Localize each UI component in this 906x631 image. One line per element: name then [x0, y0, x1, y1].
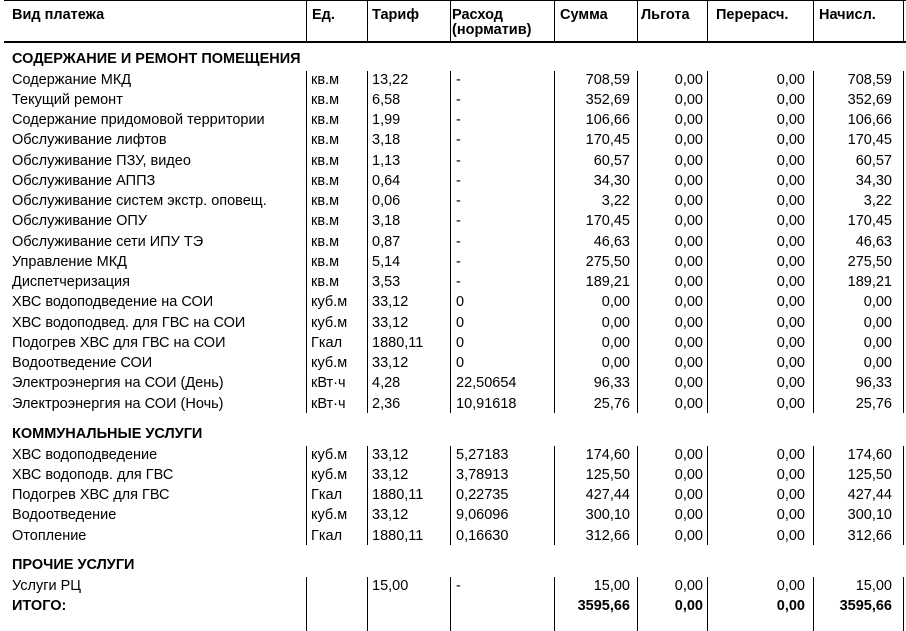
cell-recalc: 0,00: [776, 446, 805, 463]
table-row: [4, 272, 906, 292]
cell-recalc: 0,00: [776, 507, 805, 524]
cell-charged: 352,69: [847, 91, 892, 108]
cell-unit: кв.м: [311, 91, 340, 108]
cell-service-name: Обслуживание ОПУ: [12, 213, 148, 230]
cell-recalc: 0,00: [776, 213, 805, 230]
table-row: [4, 576, 906, 596]
column-divider: [813, 577, 814, 631]
cell-sum: 0,00: [601, 334, 630, 351]
cell-sum: 275,50: [585, 253, 630, 270]
table-row: [4, 90, 906, 110]
cell-service-name: Подогрев ХВС для ГВС: [12, 487, 170, 503]
cell-unit: кв.м: [311, 253, 340, 270]
cell-recalc: 0,00: [776, 233, 805, 250]
cell-service-name: Обслуживание ПЗУ, видео: [12, 152, 191, 169]
cell-benefit: 0,00: [674, 507, 703, 524]
cell-service-name: Текущий ремонт: [12, 91, 123, 108]
cell-unit: куб.м: [311, 294, 348, 311]
header-column-divider: [367, 0, 368, 42]
table-row: [4, 465, 906, 485]
section-title: ПРОЧИЕ УСЛУГИ: [12, 557, 135, 573]
cell-tariff: 13,22: [372, 71, 409, 88]
cell-unit: кВт·ч: [311, 375, 346, 392]
cell-consumption: -: [456, 132, 461, 149]
cell-sum: 708,59: [585, 71, 630, 88]
cell-unit: кв.м: [311, 172, 340, 189]
cell-consumption: 0: [456, 355, 465, 371]
cell-service-name: Содержание придомовой территории: [12, 112, 265, 128]
cell-unit: куб.м: [311, 507, 348, 524]
column-divider: [707, 577, 708, 631]
cell-consumption: -: [456, 274, 461, 290]
cell-tariff: 3,53: [372, 274, 401, 290]
cell-recalc: 0,00: [776, 91, 805, 108]
cell-tariff: 1,99: [372, 112, 401, 128]
col-header-consumption: [452, 8, 531, 38]
cell-charged: 0,00: [863, 314, 892, 331]
cell-benefit: 0,00: [674, 91, 703, 108]
cell-charged: 170,45: [847, 132, 892, 149]
cell-consumption: 0,22735: [456, 487, 509, 503]
cell-recalc: 0,00: [776, 395, 805, 412]
cell-service-name: ХВС водоподв. для ГВС: [12, 466, 174, 483]
cell-benefit: 0,00: [674, 294, 703, 311]
cell-charged: 170,45: [847, 213, 892, 230]
column-divider: [903, 71, 904, 413]
table-row: [4, 252, 906, 272]
cell-sum: 0,00: [601, 314, 630, 331]
column-divider: [903, 577, 904, 631]
cell-charged: 312,66: [847, 527, 892, 544]
cell-tariff: 5,14: [372, 253, 401, 270]
cell-sum: 312,66: [585, 527, 630, 544]
table-row: [4, 333, 906, 353]
column-divider: [554, 577, 555, 631]
table-row: [4, 70, 906, 90]
header-column-divider: [637, 0, 638, 42]
cell-unit: кв.м: [311, 71, 340, 88]
cell-unit: кв.м: [311, 213, 340, 230]
cell-tariff: 33,12: [372, 314, 409, 331]
table-row: [4, 171, 906, 191]
cell-consumption: -: [456, 577, 461, 594]
cell-unit: Гкал: [311, 334, 343, 351]
cell-consumption: -: [456, 253, 461, 270]
cell-recalc: 0,00: [776, 71, 805, 88]
cell-benefit: 0,00: [674, 446, 703, 463]
cell-charged: 275,50: [847, 253, 892, 270]
cell-service-name: Водоотведение СОИ: [12, 355, 153, 371]
col-header-consumption-line1: Расход: [452, 7, 503, 23]
cell-recalc: 0,00: [776, 577, 805, 594]
cell-benefit: 0,00: [674, 355, 703, 371]
cell-benefit: 0,00: [674, 577, 703, 594]
header-column-divider: [707, 0, 708, 42]
table-row: [4, 130, 906, 150]
table-row: [4, 211, 906, 231]
cell-service-name: Отопление: [12, 527, 87, 544]
cell-tariff: 0,64: [372, 172, 401, 189]
cell-recalc: 0,00: [776, 314, 805, 331]
cell-charged: 125,50: [847, 466, 892, 483]
cell-charged: 3,22: [863, 193, 892, 209]
cell-charged: 0,00: [863, 334, 892, 351]
table-row: [4, 292, 906, 312]
header-column-divider: [554, 0, 555, 42]
cell-tariff: 1880,11: [372, 527, 424, 544]
cell-benefit: 0,00: [674, 334, 703, 351]
cell-tariff: 4,28: [372, 375, 401, 392]
cell-service-name: Обслуживание сети ИПУ ТЭ: [12, 233, 204, 250]
cell-recalc: 0,00: [776, 487, 805, 503]
cell-recalc: 0,00: [776, 527, 805, 544]
cell-service-name: ХВС водоподведение на СОИ: [12, 294, 214, 311]
cell-charged: 106,66: [847, 112, 892, 128]
cell-benefit: 0,00: [674, 233, 703, 250]
cell-unit: Гкал: [311, 527, 343, 544]
cell-consumption: 22,50654: [456, 375, 517, 392]
cell-unit: куб.м: [311, 355, 348, 371]
table-row: [4, 373, 906, 393]
header-column-divider: [450, 0, 451, 42]
cell-benefit: 0,00: [674, 172, 703, 189]
cell-tariff: 3,18: [372, 132, 401, 149]
table-row: [4, 110, 906, 130]
cell-charged: 25,76: [855, 395, 892, 412]
cell-charged: 0,00: [863, 355, 892, 371]
cell-recalc: 0,00: [776, 112, 805, 128]
cell-charged: 300,10: [847, 507, 892, 524]
table-row: [4, 313, 906, 333]
table-row: [4, 394, 906, 414]
cell-tariff: 2,36: [372, 395, 401, 412]
cell-service-name: Обслуживание АППЗ: [12, 172, 156, 189]
cell-tariff: 33,12: [372, 507, 409, 524]
table-row: [4, 191, 906, 211]
cell-benefit: 0,00: [674, 395, 703, 412]
cell-consumption: -: [456, 112, 461, 128]
section-title-row: [4, 555, 906, 575]
payment-table: [4, 0, 906, 631]
cell-consumption: -: [456, 193, 461, 209]
table-row: [4, 353, 906, 373]
cell-unit: куб.м: [311, 466, 348, 483]
section-title-row: [4, 424, 906, 444]
cell-recalc: 0,00: [776, 274, 805, 290]
cell-tariff: 1880,11: [372, 487, 424, 503]
cell-consumption: 3,78913: [456, 466, 509, 483]
cell-benefit: 0,00: [674, 132, 703, 149]
cell-tariff: 33,12: [372, 355, 409, 371]
cell-charged: 174,60: [847, 446, 892, 463]
column-divider: [637, 71, 638, 413]
column-divider: [707, 71, 708, 413]
cell-sum: 15,00: [593, 577, 630, 594]
cell-sum: 174,60: [585, 446, 630, 463]
cell-sum: 300,10: [585, 507, 630, 524]
col-header-consumption-line2: (норматив): [452, 22, 532, 38]
cell-sum: 427,44: [585, 487, 630, 503]
cell-benefit: 0,00: [674, 152, 703, 169]
cell-charged: 0,00: [863, 294, 892, 311]
cell-benefit: 0,00: [674, 253, 703, 270]
cell-consumption: 0: [456, 294, 465, 311]
column-divider: [450, 577, 451, 631]
column-divider: [306, 446, 307, 545]
column-divider: [554, 71, 555, 413]
header-column-divider: [306, 0, 307, 42]
table-row: [4, 232, 906, 252]
cell-service-name: Электроэнергия на СОИ (Ночь): [12, 395, 224, 412]
cell-benefit: 0,00: [674, 527, 703, 544]
column-divider: [903, 446, 904, 545]
cell-consumption: 5,27183: [456, 446, 509, 463]
column-divider: [637, 577, 638, 631]
cell-unit: куб.м: [311, 446, 348, 463]
cell-tariff: 33,12: [372, 294, 409, 311]
cell-service-name: Содержание МКД: [12, 71, 132, 88]
cell-unit: кВт·ч: [311, 395, 346, 412]
table-row: [4, 526, 906, 546]
cell-sum: 3595,66: [577, 598, 630, 614]
column-divider: [367, 446, 368, 545]
column-divider: [306, 577, 307, 631]
cell-recalc: 0,00: [776, 193, 805, 209]
cell-sum: 34,30: [593, 172, 630, 189]
cell-charged: 189,21: [847, 274, 892, 290]
cell-service-name: Диспетчеризация: [12, 274, 130, 290]
table-row: [4, 485, 906, 505]
section-title-row: [4, 49, 906, 69]
cell-benefit: 0,00: [674, 375, 703, 392]
cell-unit: кв.м: [311, 112, 340, 128]
col-header-unit: Ед.: [312, 7, 335, 23]
cell-sum: 106,66: [585, 112, 630, 128]
cell-recalc: 0,00: [776, 253, 805, 270]
cell-service-name: Водоотведение: [12, 507, 117, 524]
cell-unit: кв.м: [311, 152, 340, 169]
cell-recalc: 0,00: [776, 598, 805, 614]
cell-tariff: 15,00: [372, 577, 409, 594]
cell-service-name: Подогрев ХВС для ГВС на СОИ: [12, 334, 226, 351]
cell-service-name: Обслуживание систем экстр. оповещ.: [12, 193, 267, 209]
cell-consumption: 9,06096: [456, 507, 509, 524]
cell-benefit: 0,00: [674, 112, 703, 128]
cell-unit: кв.м: [311, 233, 340, 250]
column-divider: [450, 446, 451, 545]
cell-recalc: 0,00: [776, 375, 805, 392]
cell-charged: 46,63: [855, 233, 892, 250]
cell-benefit: 0,00: [674, 193, 703, 209]
cell-sum: 3,22: [601, 193, 630, 209]
col-header-recalc: Перерасч.: [716, 7, 789, 23]
header-column-divider: [813, 0, 814, 42]
table-row: [4, 445, 906, 465]
cell-charged: 60,57: [855, 152, 892, 169]
column-divider: [367, 71, 368, 413]
cell-benefit: 0,00: [674, 466, 703, 483]
cell-sum: 352,69: [585, 91, 630, 108]
table-row: [4, 505, 906, 525]
table-row: [4, 151, 906, 171]
col-header-service: Вид платежа: [12, 7, 105, 23]
column-divider: [813, 71, 814, 413]
col-header-charged: Начисл.: [819, 7, 876, 23]
cell-tariff: 33,12: [372, 446, 409, 463]
cell-service-name: ИТОГО:: [12, 598, 67, 614]
cell-consumption: 10,91618: [456, 395, 517, 412]
total-row: [4, 596, 906, 616]
cell-benefit: 0,00: [674, 274, 703, 290]
col-header-sum: Сумма: [560, 7, 608, 23]
cell-sum: 125,50: [585, 466, 630, 483]
cell-consumption: -: [456, 71, 461, 88]
cell-service-name: Услуги РЦ: [12, 577, 82, 594]
cell-sum: 170,45: [585, 213, 630, 230]
cell-unit: кв.м: [311, 132, 340, 149]
cell-sum: 170,45: [585, 132, 630, 149]
column-divider: [306, 71, 307, 413]
cell-charged: 15,00: [855, 577, 892, 594]
col-header-tariff: Тариф: [372, 7, 420, 23]
cell-unit: Гкал: [311, 487, 343, 503]
cell-recalc: 0,00: [776, 152, 805, 169]
cell-unit: кв.м: [311, 274, 340, 290]
cell-benefit: 0,00: [674, 314, 703, 331]
section-title: КОММУНАЛЬНЫЕ УСЛУГИ: [12, 426, 203, 442]
cell-recalc: 0,00: [776, 132, 805, 149]
cell-benefit: 0,00: [674, 598, 703, 614]
cell-recalc: 0,00: [776, 172, 805, 189]
cell-tariff: 0,87: [372, 233, 401, 250]
cell-unit: кв.м: [311, 193, 340, 209]
column-divider: [637, 446, 638, 545]
cell-sum: 0,00: [601, 355, 630, 371]
cell-tariff: 6,58: [372, 91, 401, 108]
cell-consumption: 0: [456, 314, 465, 331]
cell-consumption: 0: [456, 334, 465, 351]
cell-charged: 3595,66: [839, 598, 892, 614]
table-top-border: [4, 0, 906, 1]
cell-sum: 25,76: [593, 395, 630, 412]
cell-tariff: 3,18: [372, 213, 401, 230]
cell-tariff: 1,13: [372, 152, 401, 169]
cell-sum: 96,33: [593, 375, 630, 392]
column-divider: [450, 71, 451, 413]
cell-sum: 46,63: [593, 233, 630, 250]
cell-recalc: 0,00: [776, 334, 805, 351]
cell-consumption: -: [456, 152, 461, 169]
cell-charged: 96,33: [855, 375, 892, 392]
header-column-divider: [903, 0, 904, 42]
cell-charged: 708,59: [847, 71, 892, 88]
column-divider: [554, 446, 555, 545]
cell-service-name: Электроэнергия на СОИ (День): [12, 375, 224, 392]
cell-benefit: 0,00: [674, 71, 703, 88]
cell-consumption: 0,16630: [456, 527, 509, 544]
cell-recalc: 0,00: [776, 466, 805, 483]
cell-tariff: 33,12: [372, 466, 409, 483]
cell-benefit: 0,00: [674, 213, 703, 230]
cell-sum: 0,00: [601, 294, 630, 311]
cell-unit: куб.м: [311, 314, 348, 331]
cell-sum: 189,21: [585, 274, 630, 290]
cell-benefit: 0,00: [674, 487, 703, 503]
cell-recalc: 0,00: [776, 355, 805, 371]
cell-sum: 60,57: [593, 152, 630, 169]
column-divider: [707, 446, 708, 545]
column-divider: [367, 577, 368, 631]
cell-service-name: ХВС водоподведение: [12, 446, 158, 463]
cell-consumption: -: [456, 172, 461, 189]
cell-tariff: 0,06: [372, 193, 401, 209]
cell-recalc: 0,00: [776, 294, 805, 311]
cell-consumption: -: [456, 213, 461, 230]
cell-charged: 34,30: [855, 172, 892, 189]
col-header-benefit: Льгота: [641, 7, 690, 23]
header-bottom-border: [4, 41, 906, 43]
cell-consumption: -: [456, 91, 461, 108]
cell-service-name: Обслуживание лифтов: [12, 132, 167, 149]
section-title: СОДЕРЖАНИЕ И РЕМОНТ ПОМЕЩЕНИЯ: [12, 51, 301, 67]
cell-tariff: 1880,11: [372, 334, 424, 351]
column-divider: [813, 446, 814, 545]
cell-service-name: Управление МКД: [12, 253, 127, 270]
cell-consumption: -: [456, 233, 461, 250]
cell-service-name: ХВС водоподвед. для ГВС на СОИ: [12, 314, 246, 331]
cell-charged: 427,44: [847, 487, 892, 503]
